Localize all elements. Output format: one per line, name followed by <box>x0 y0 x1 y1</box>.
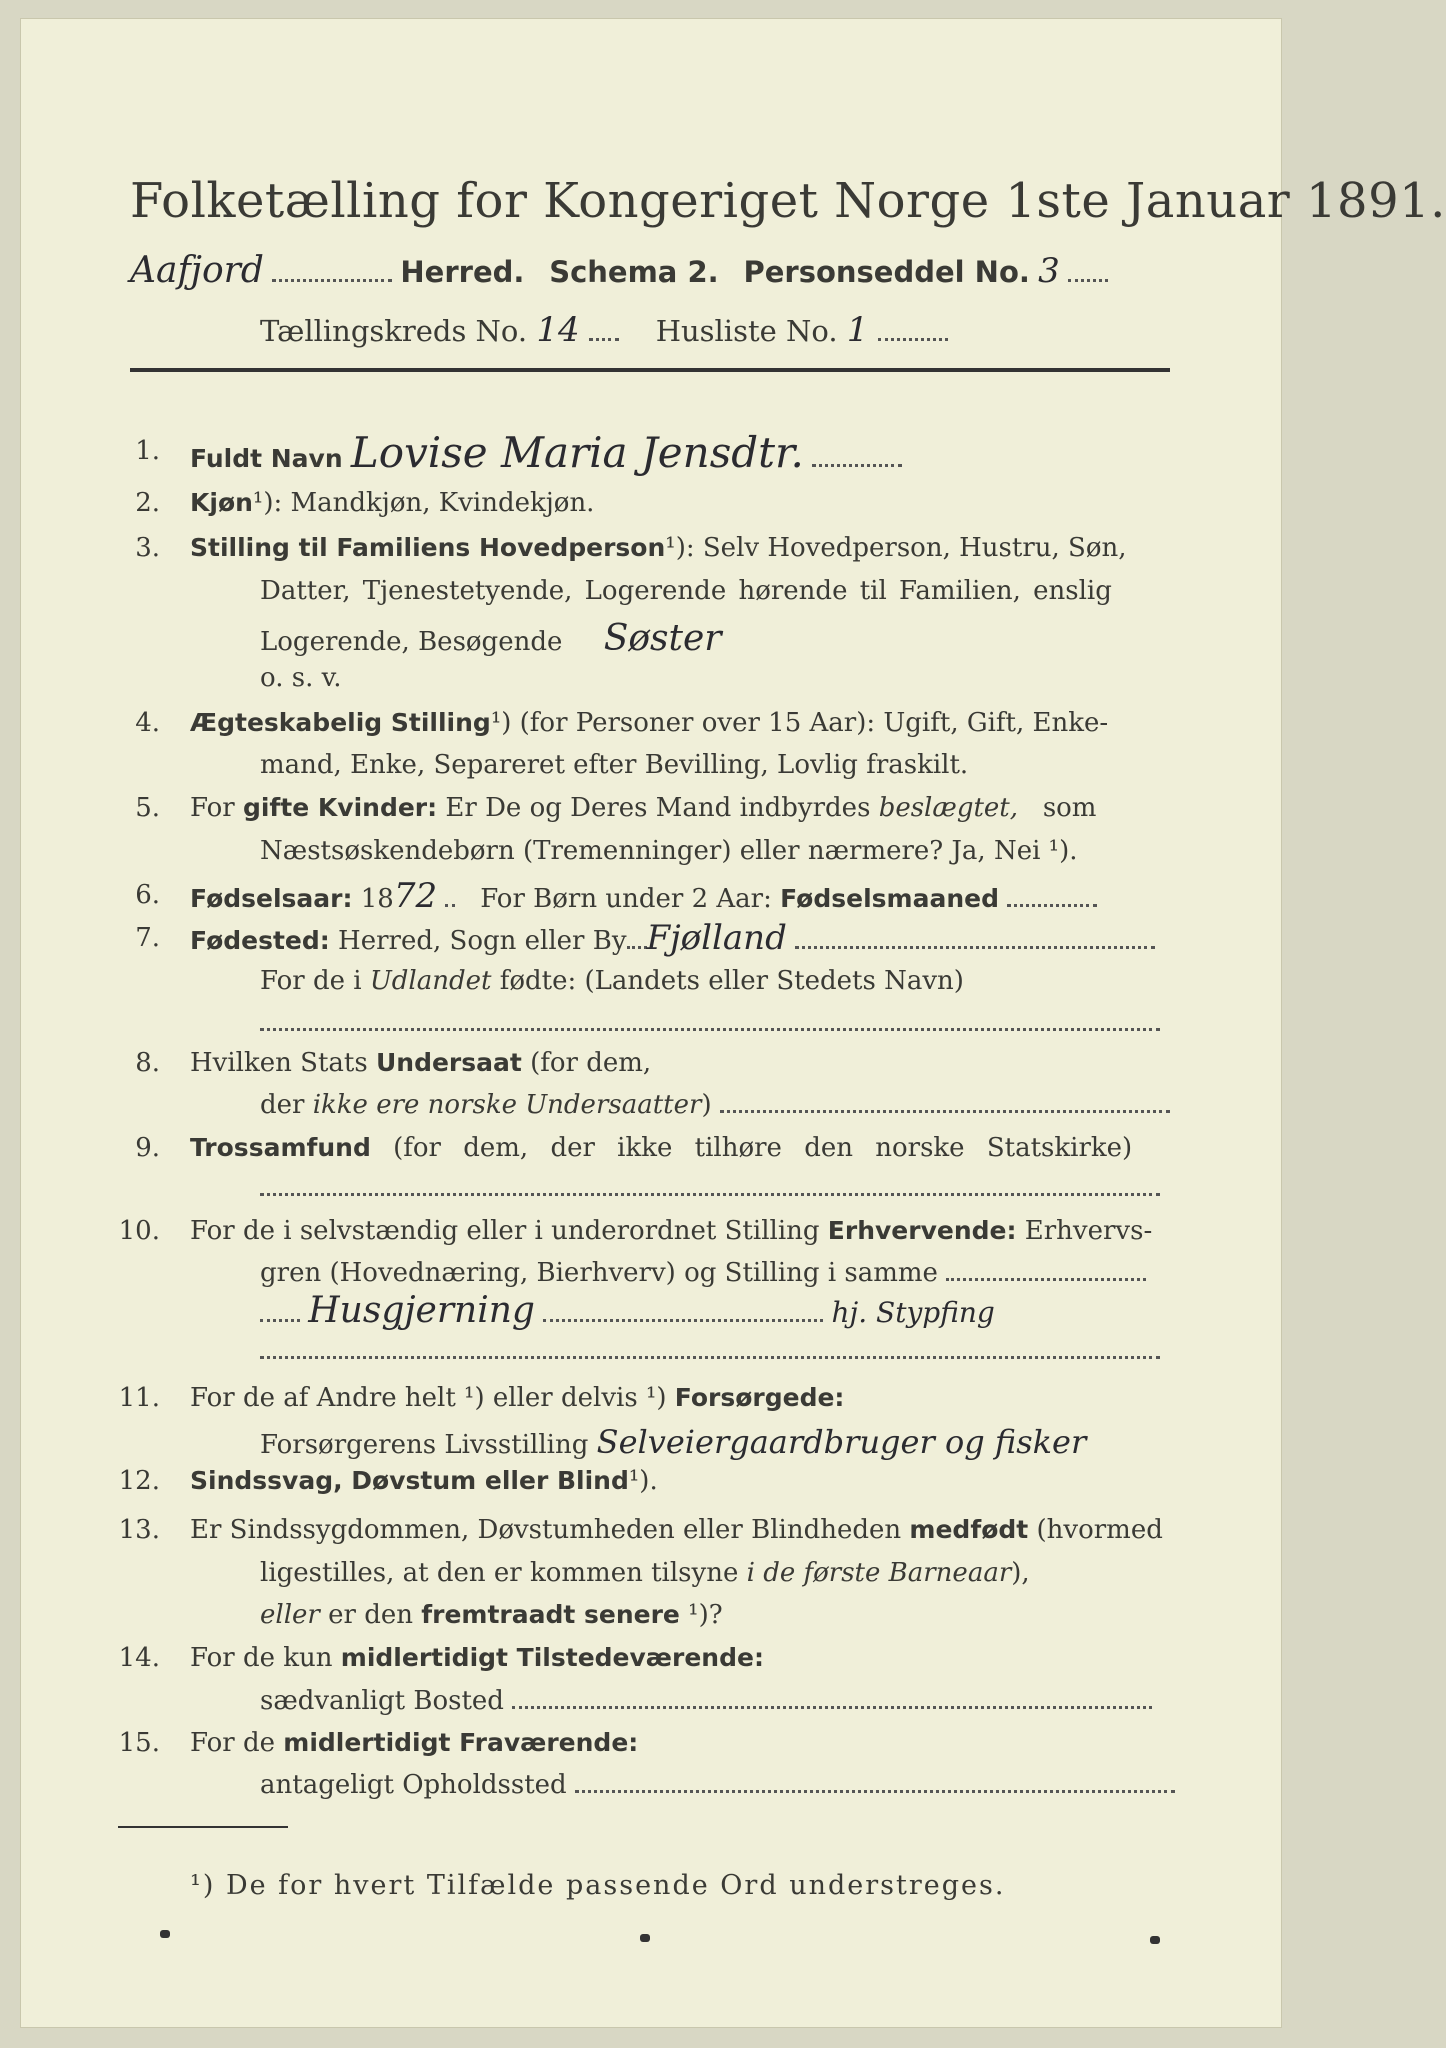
q1-number: 1. <box>135 436 160 466</box>
q10-line1 <box>190 1216 1152 1246</box>
q8-text2i: ikke ere norske Undersaatter <box>312 1090 702 1120</box>
q1-line <box>190 428 902 477</box>
q13-line2 <box>260 1558 1030 1588</box>
q10-text: Erhvervs- <box>1024 1216 1153 1246</box>
personseddel-value: 3 <box>1038 251 1060 291</box>
q10-occupation-value: Husgjerning <box>308 1290 535 1331</box>
kreds-line <box>260 310 948 350</box>
kreds-label: Tællingskreds No. <box>260 314 528 348</box>
q10-pre: For de i selvstændig eller i underordnet Stilling <box>190 1216 820 1246</box>
q8-text2b: ) <box>701 1090 712 1120</box>
q3-options2: Datter, Tjenestetyende, Logerende hørende til Familien, enslig <box>260 576 1112 606</box>
q12-number: 12. <box>118 1466 160 1496</box>
q5-line1 <box>190 793 1096 823</box>
q11-line2 <box>260 1423 1086 1461</box>
q10-line2 <box>260 1258 1146 1288</box>
q14-line2 <box>260 1686 1152 1716</box>
ink-mark <box>640 1934 650 1942</box>
q6-year-value: 72 <box>393 876 438 916</box>
q2-line <box>190 488 594 518</box>
q13-label: medfødt <box>909 1515 1029 1544</box>
q9-line <box>190 1133 1132 1163</box>
q6-label: Fødselsaar: <box>190 884 353 913</box>
q13-label3: fremtraadt senere <box>421 1600 680 1629</box>
q15-number: 15. <box>118 1728 160 1758</box>
q8-text: (for dem, <box>530 1048 652 1078</box>
herred-line <box>130 250 1108 291</box>
q12-line <box>190 1466 658 1496</box>
ink-mark <box>1150 1936 1160 1944</box>
q7-number: 7. <box>135 923 160 953</box>
q8-text2a: der <box>260 1090 305 1120</box>
q4-label: Ægteskabelig Stilling <box>190 708 491 737</box>
q12-text: ¹). <box>628 1466 658 1496</box>
q13-text2i: i de første Barneaar <box>746 1558 1012 1588</box>
q14-line1 <box>190 1643 764 1673</box>
q4-options2: mand, Enke, Separeret efter Bevilling, Lovlig fraskilt. <box>260 750 969 780</box>
husliste-label: Husliste No. <box>655 314 838 348</box>
q2-number: 2. <box>135 488 160 518</box>
q7-text2b: fødte: (Landets eller Stedets Navn) <box>499 966 964 996</box>
q3-options4: o. s. v. <box>260 663 342 693</box>
kreds-value: 14 <box>536 310 580 350</box>
q14-label: midlertidigt Tilstedeværende: <box>340 1643 764 1672</box>
q7-line1 <box>190 918 1155 958</box>
herred-label: Herred. <box>400 255 525 289</box>
q2-label: Kjøn <box>190 488 253 517</box>
q3-options3: Logerende, Besøgende <box>260 627 563 657</box>
q14-pre: For de kun <box>190 1643 333 1673</box>
q11-provider-value: Selveiergaardbruger og fisker <box>596 1423 1087 1461</box>
q3-line3 <box>260 618 722 659</box>
form-title: Folketælling for Kongeriget Norge 1ste Januar 1891. <box>130 173 1446 229</box>
husliste-value: 1 <box>846 310 869 350</box>
q13-text3i: eller <box>260 1600 320 1630</box>
q9-number: 9. <box>135 1133 160 1163</box>
q5-italic: beslægtet, <box>878 793 1019 823</box>
q7-label: Fødested: <box>190 926 330 955</box>
q5-text2: som <box>1042 793 1097 823</box>
q6-label2: Fødselsmaaned <box>780 884 999 913</box>
q3-position-value: Søster <box>603 618 722 659</box>
q5-number: 5. <box>135 793 160 823</box>
q14-text2: sædvanligt Bosted <box>260 1686 504 1716</box>
q5-text1: Er De og Deres Mand indbyrdes <box>445 793 871 823</box>
q10-occupation-note: hj. Stypfing <box>831 1296 995 1329</box>
q4-line1 <box>190 708 1108 738</box>
q14-number: 14. <box>118 1643 160 1673</box>
q15-line2 <box>260 1770 1175 1800</box>
q12-label: Sindssvag, Døvstum eller Blind <box>190 1466 629 1495</box>
header-rule <box>130 368 1170 372</box>
q10-number: 10. <box>118 1216 160 1246</box>
q9-text: (for dem, der ikke tilhøre den norske Statskirke) <box>393 1133 1133 1163</box>
census-form <box>20 18 1446 2028</box>
q8-number: 8. <box>135 1048 160 1078</box>
q4-options1: ¹) (for Personer over 15 Aar): Ugift, Gift, Enke- <box>490 708 1109 738</box>
q11-pre: For de af Andre helt ¹) eller delvis ¹) <box>190 1383 667 1413</box>
q6-prefix: 18 <box>360 884 394 914</box>
herred-value: Aafjord <box>130 250 264 291</box>
q3-options1: ¹): Selv Hovedperson, Hustru, Søn, <box>665 533 1127 563</box>
q8-label: Undersaat <box>375 1048 522 1077</box>
q15-pre: For de <box>190 1728 275 1758</box>
q13-text3c: ¹)? <box>688 1600 723 1630</box>
q10-label: Erhvervende: <box>827 1216 1017 1245</box>
q11-number: 11. <box>118 1383 160 1413</box>
q3-label: Stilling til Familiens Hovedperson <box>190 533 666 562</box>
q8-line2 <box>260 1090 1170 1120</box>
q6-text: For Børn under 2 Aar: <box>480 884 772 914</box>
q5-pre: For <box>190 793 235 823</box>
q15-text2: antageligt Opholdssted <box>260 1770 567 1800</box>
q2-options: ¹): Mandkjøn, Kvindekjøn. <box>252 488 595 518</box>
q13-pre: Er Sindssygdommen, Døvstumheden eller Blindheden <box>190 1515 902 1545</box>
q13-line1 <box>190 1515 1163 1545</box>
q15-line1 <box>190 1728 638 1758</box>
q13-text3a: er den <box>328 1600 413 1630</box>
q7-text: Herred, Sogn eller By <box>338 926 627 956</box>
q8-line1 <box>190 1048 651 1078</box>
q5-label: gifte Kvinder: <box>242 793 438 822</box>
q3-line1 <box>190 533 1127 563</box>
q9-label: Trossamfund <box>190 1133 371 1162</box>
q11-label: Forsørgede: <box>674 1383 845 1412</box>
q1-name-value: Lovise Maria Jensdtr. <box>350 428 804 477</box>
footnote: ¹) De for hvert Tilfælde passende Ord understreges. <box>190 1870 1006 1901</box>
q5-options2: Næstsøskendebørn (Tremenninger) eller nærmere? Ja, Nei ¹). <box>260 836 1078 866</box>
q11-text2: Forsørgerens Livsstilling <box>260 1430 589 1460</box>
q7-text2i: Udlandet <box>369 966 492 996</box>
q7-line2 <box>260 966 964 996</box>
q10-text2: gren (Hovednæring, Bierhverv) og Stilling i samme <box>260 1258 938 1288</box>
q6-number: 6. <box>135 880 160 910</box>
q3-number: 3. <box>135 533 160 563</box>
q11-line1 <box>190 1383 844 1413</box>
q4-number: 4. <box>135 708 160 738</box>
q7-text2a: For de i <box>260 966 362 996</box>
ink-mark <box>160 1930 170 1938</box>
footnote-rule <box>118 1826 288 1828</box>
q15-label: midlertidigt Fraværende: <box>283 1728 639 1757</box>
q13-number: 13. <box>118 1515 160 1545</box>
q13-text2a: ligestilles, at den er kommen tilsyne <box>260 1558 739 1588</box>
q13-text: (hvormed <box>1036 1515 1163 1545</box>
q10-line3 <box>260 1290 995 1331</box>
q13-line3 <box>260 1600 723 1630</box>
schema-label: Schema 2. <box>549 255 719 289</box>
q6-line <box>190 876 1097 916</box>
q8-pre: Hvilken Stats <box>190 1048 368 1078</box>
q1-label: Fuldt Navn <box>190 444 343 473</box>
personseddel-label: Personseddel No. <box>743 255 1030 289</box>
q7-birthplace-value: Fjølland <box>646 918 787 958</box>
q13-text2b: ), <box>1011 1558 1030 1588</box>
